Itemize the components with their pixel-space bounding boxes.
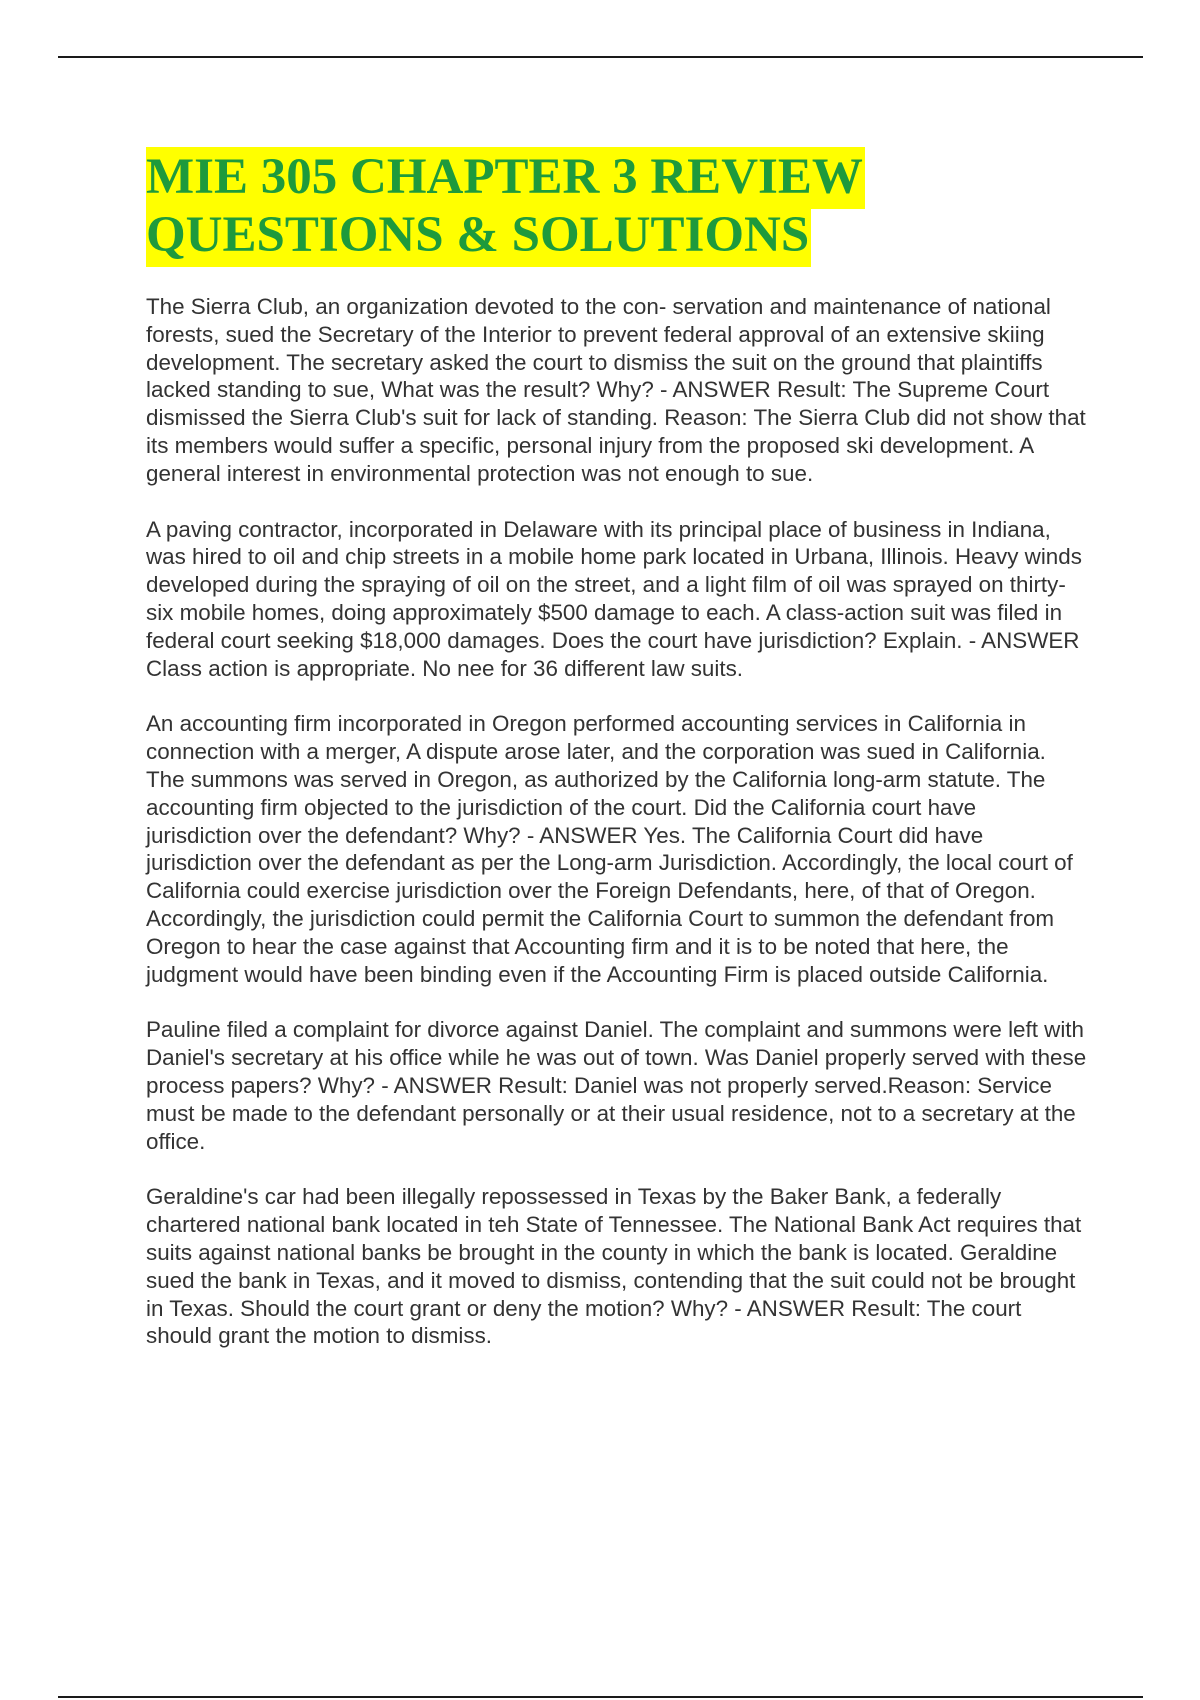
bottom-rule — [58, 1696, 1143, 1698]
question-answer-5: Geraldine's car had been illegally repossessed in Texas by the Baker Bank, a federally chartered national bank located in teh State of Tennessee. The National Bank Act requires that suits against national banks be brought in the county in which the bank is located. Geraldine sued the bank in Texas, and it moved to dismiss, contending that the suit could not be brought in Texas. Should the court grant or deny the motion? Why? - ANSWER Result: The court should grant the motion to dismiss. — [146, 1184, 1082, 1349]
top-rule — [58, 56, 1143, 58]
question-answer-2: A paving contractor, incorporated in Delaware with its principal place of business in Indiana, was hired to oil and chip streets in a mobile home park located in Urbana, Illinois. Heavy winds developed during the spraying of oil on the street, and a light film of oil was sprayed on thirty-six mobile homes, doing approximately $500 damage to each. A class-action suit was filed in federal court seeking $18,000 damages. Does the court have jurisdiction? Explain. - ANSWER Class action is appropriate. No nee for 36 different law suits. — [146, 516, 1082, 681]
document-title — [146, 148, 1126, 264]
document-body — [146, 293, 1088, 1378]
question-answer-3: An accounting firm incorporated in Oregon performed accounting services in California in connection with a merger, A dispute arose later, and the corporation was sued in California. The summons was served in Oregon, as authorized by the California long-arm statute. The accounting firm objected to the jurisdiction of the court. Did the California court have jurisdiction over the defendant? Why? - ANSWER Yes. The California Court did have jurisdiction over the defendant as per the Long-arm Jurisdiction. Accordingly, the local court of California could exercise jurisdiction over the Foreign Defendants, here, of that of Oregon. Accordingly, the jurisdiction could permit the California Court to summon the defendant from Oregon to hear the case against that Accounting firm and it is to be noted that here, the judgment would have been binding even if the Accounting Firm is placed outside California. — [146, 711, 1073, 987]
question-answer-4: Pauline filed a complaint for divorce against Daniel. The complaint and summons were left with Daniel's secretary at his office while he was out of town. Was Daniel properly served with these process papers? Why? - ANSWER Result: Daniel was not properly served.Reason: Service must be made to the defendant personally or at their usual residence, not to a secretary at the office. — [146, 1017, 1087, 1154]
question-answer-1: The Sierra Club, an organization devoted to the con- servation and maintenance of national forests, sued the Secretary of the Interior to prevent federal approval of an extensive skiing development. The secretary asked the court to dismiss the suit on the ground that plaintiffs lacked standing to sue, What was the result? Why? - ANSWER Result: The Supreme Court dismissed the Sierra Club's suit for lack of standing. Reason: The Sierra Club did not show that its members would suffer a specific, personal injury from the proposed ski development. A general interest in environmental protection was not enough to sue. — [146, 294, 1086, 486]
document-title-text: MIE 305 CHAPTER 3 REVIEW QUESTIONS & SOLUTIONS — [146, 147, 865, 267]
